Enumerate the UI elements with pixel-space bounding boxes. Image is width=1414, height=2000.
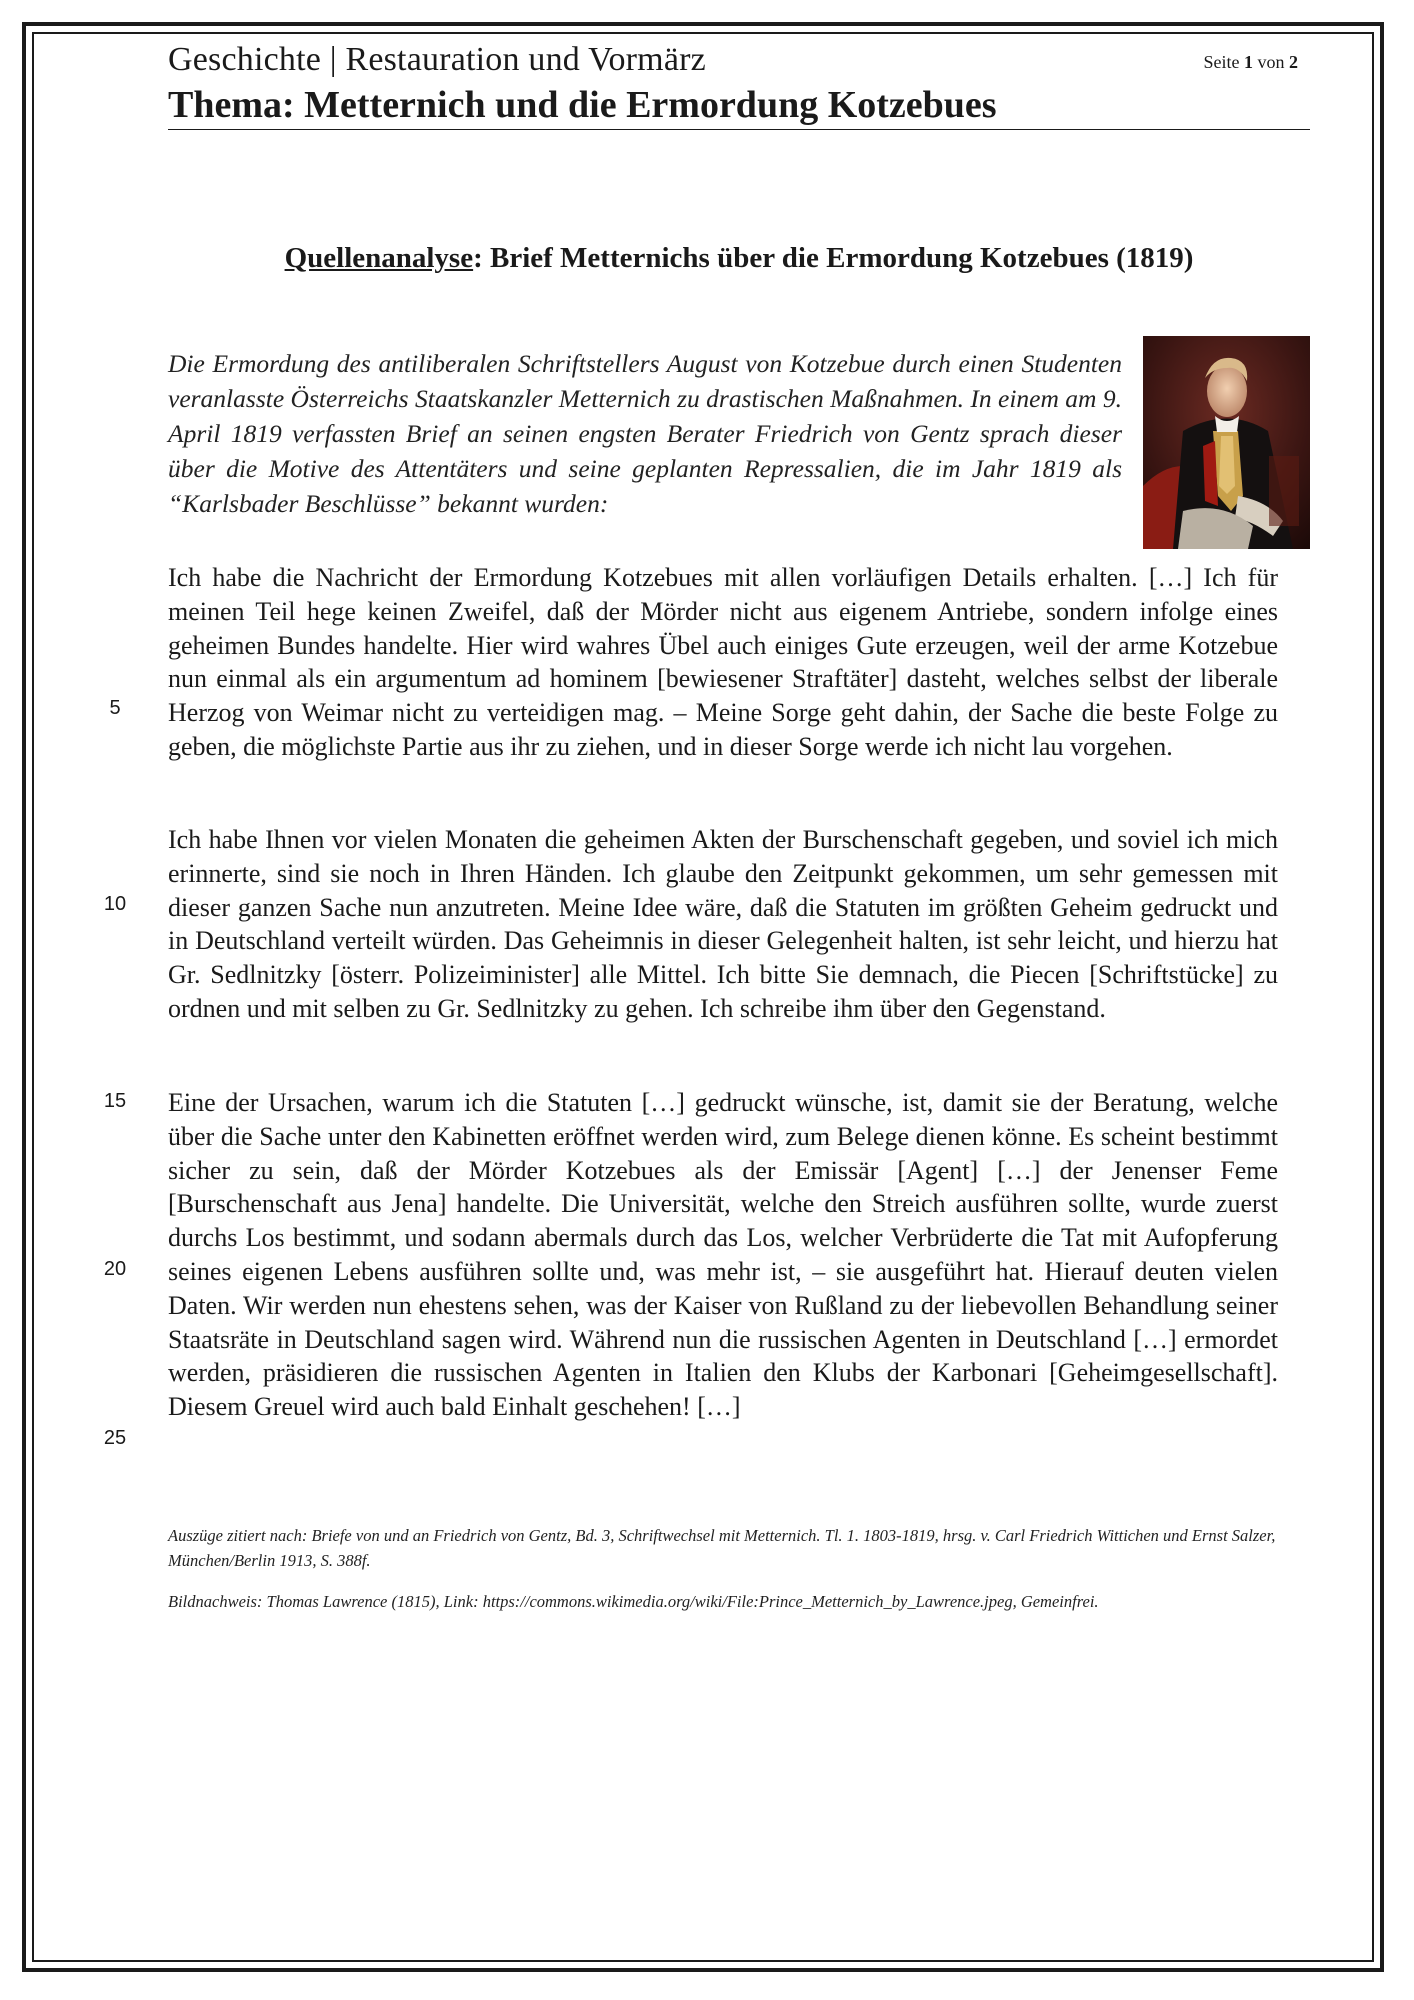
section-title-underlined: Quellenanalyse [284, 242, 474, 274]
line-number-25: 25 [103, 1427, 127, 1449]
header-rule [168, 129, 1310, 130]
page-mid: von [1253, 52, 1289, 72]
citation-note: Auszüge zitiert nach: Briefe von und an Friedrich von Gentz, Bd. 3, Schriftwechsel mit Metternich. Tl. 1. 1803-1819, hrsg. v. Carl Friedrich Wittichen und Ernst Salzer, München/Berlin 1913, S. 388f. [168, 1526, 1276, 1570]
topic-title: Thema: Metternich und die Ermordung Kotzebues [168, 84, 997, 126]
source-paragraph-3: Eine der Ursachen, warum ich die Statuten […] gedruckt wünsche, ist, damit sie der Beratung, welche über die Sache unter den Kabinetten eröffnet werden wird, zum Belege dienen könne. Es scheint bestimmt sicher zu sein, daß der Mörder Kotzebues als der Emissär [Agent] […] der Jenenser Feme [Burschenschaft aus Jena] handelte. Die Universität, welche den Streich ausführen sollte, wurde zuerst durchs Los bestimmt, und sodann abermals durch das Los, welcher Verbrüderte die Tat mit Aufopferung seines eigenen Lebens ausführen sollte und, was mehr ist, – sie ausgeführt hat. Hierauf deuten vielen Daten. Wir werden nun ehestens sehen, was der Kaiser von Rußland zu der liebevollen Behandlung seiner Staatsräte in Deutschland sagen wird. Während nun die russischen Agenten in Deutschland […] ermordet werden, präsidieren die russischen Agenten in Italien den Klubs der Karbonari [Geheimgesellschaft]. Diesem Greuel wird auch bald Einhalt geschehen! […] [168, 1088, 1278, 1422]
metternich-portrait [1143, 336, 1310, 549]
source-paragraph-2: Ich habe Ihnen vor vielen Monaten die geheimen Akten der Burschenschaft gegeben, und soviel ich mich erinnerte, sind sie noch in Ihren Händen. Ich glaube den Zeitpunkt gekommen, um sehr gemessen mit dieser ganzen Sache nun anzutreten. Meine Idee wäre, daß die Statuten im größten Geheim gedruckt und in Deutschland verteilt würden. Das Geheimnis in dieser Gelegenheit halten, ist sehr leicht, und hierzu hat Gr. Sedlnitzky [österr. Polizeiminister] alle Mittel. Ich bitte Sie demnach, die Piecen [Schriftstücke] zu ordnen und mit selben zu Gr. Sedlnitzky zu gehen. Ich schreibe ihm über den Gegenstand. [168, 825, 1278, 1023]
section-title-rest: : Brief Metternichs über die Ermordung Kotzebues (1819) [473, 242, 1194, 274]
section-title [168, 242, 1310, 275]
line-number-15: 15 [103, 1090, 127, 1112]
source-paragraph-1: Ich habe die Nachricht der Ermordung Kotzebues mit allen vorläufigen Details erhalten. […] Ich für meinen Teil hege keinen Zweifel, daß der Mörder nicht aus eigenem Antriebe, sondern infolge eines geheimen Bundes handelte. Hier wird wahres Übel auch einiges Gute erzeugen, weil der arme Kotzebue nun einmal als ein argumentum ad hominem [bewiesener Straftäter] dasteht, welches selbst der liberale Herzog von Weimar nicht zu verteidigen mag. – Meine Sorge geht dahin, der Sache die beste Folge zu geben, die möglichste Partie aus ihr zu ziehen, und in dieser Sorge werde ich nicht lau vorgehen. [168, 563, 1278, 761]
footnotes [168, 1523, 1278, 1630]
page-prefix: Seite [1203, 52, 1244, 72]
image-credit-note: Bildnachweis: Thomas Lawrence (1815), Link: https://commons.wikimedia.org/wiki/File:Prince_Metternich_by_Lawrence.jpeg, Gemeinfrei. [168, 1592, 1099, 1611]
intro-text: Die Ermordung des antiliberalen Schriftstellers August von Kotzebue durch einen Studenten veranlasste Österreichs Staatskanzler Metternich zu drastischen Maßnahmen. In einem am 9. April 1819 verfassten Brief an seinen engsten Berater Friedrich von Gentz sprach dieser über die Motive des Attentäters und seine geplanten Repressalien, die im Jahr 1819 als “Karlsbader Beschlüsse” bekannt wurden: [168, 349, 1122, 518]
page-total: 2 [1289, 52, 1298, 72]
page-number [1204, 52, 1299, 73]
line-number-20: 20 [103, 1258, 127, 1280]
line-number-10: 10 [103, 893, 127, 915]
page-current: 1 [1244, 52, 1253, 72]
subject-line: Geschichte | Restauration und Vormärz [168, 41, 706, 78]
page-header [168, 38, 1310, 128]
line-number-5: 5 [109, 697, 121, 719]
